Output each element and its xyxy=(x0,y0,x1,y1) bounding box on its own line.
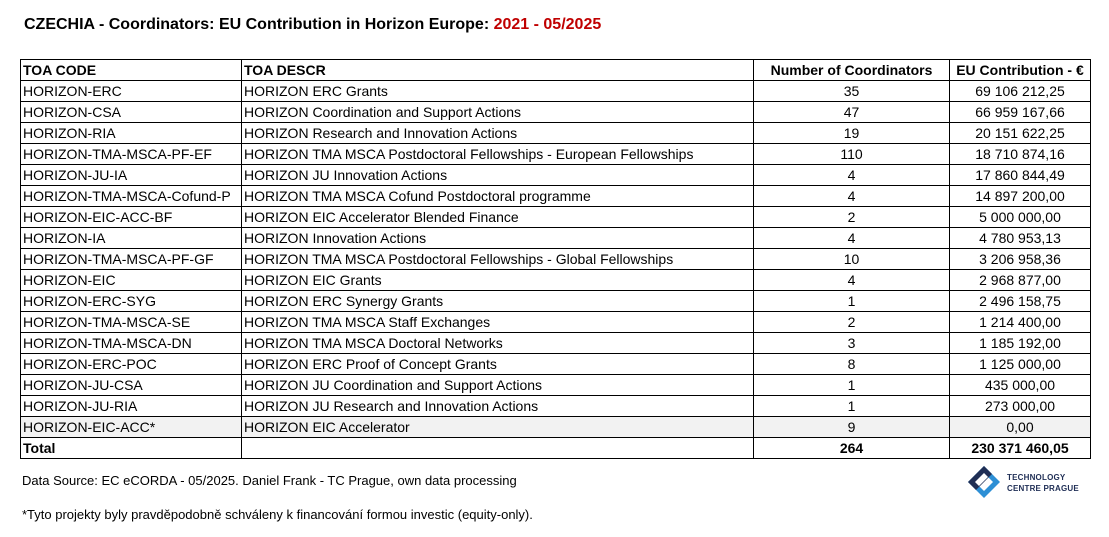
cell-eu-contribution: 5 000 000,00 xyxy=(950,207,1091,228)
cell-eu-contribution: 20 151 622,25 xyxy=(950,123,1091,144)
cell-eu-contribution: 435 000,00 xyxy=(950,375,1091,396)
cell-toa-code: HORIZON-EIC-ACC-BF xyxy=(21,207,242,228)
cell-toa-code: HORIZON-EIC-ACC* xyxy=(21,417,242,438)
cell-toa-descr: HORIZON Research and Innovation Actions xyxy=(242,123,754,144)
cell-number-of-coordinators: 9 xyxy=(754,417,950,438)
cell-toa-code: HORIZON-RIA xyxy=(21,123,242,144)
cell-eu-contribution: 2 496 158,75 xyxy=(950,291,1091,312)
cell-toa-code: HORIZON-JU-RIA xyxy=(21,396,242,417)
cell-number-of-coordinators: 1 xyxy=(754,291,950,312)
table-header-row xyxy=(21,60,1091,81)
table-row xyxy=(21,270,1091,291)
logo-line1: TECHNOLOGY xyxy=(1007,473,1066,482)
table-row xyxy=(21,417,1091,438)
cell-number-of-coordinators: 4 xyxy=(754,228,950,249)
data-source-text: Data Source: EC eCORDA - 05/2025. Daniel Frank - TC Prague, own data processing xyxy=(22,473,517,488)
cell-toa-code: HORIZON-TMA-MSCA-Cofund-P xyxy=(21,186,242,207)
cell-eu-contribution: 0,00 xyxy=(950,417,1091,438)
cell-number-of-coordinators: 35 xyxy=(754,81,950,102)
table-body xyxy=(21,81,1091,438)
cell-toa-code: HORIZON-TMA-MSCA-SE xyxy=(21,312,242,333)
table-row xyxy=(21,207,1091,228)
table-row xyxy=(21,249,1091,270)
cell-toa-descr: HORIZON ERC Proof of Concept Grants xyxy=(242,354,754,375)
header-toa-descr: TOA DESCR xyxy=(242,60,754,81)
table-row xyxy=(21,312,1091,333)
total-empty-cell xyxy=(242,438,754,459)
table-row xyxy=(21,228,1091,249)
logo-line2: CENTRE PRAGUE xyxy=(1007,484,1079,493)
tc-prague-logo xyxy=(966,464,1086,504)
cell-eu-contribution: 1 185 192,00 xyxy=(950,333,1091,354)
table-row xyxy=(21,123,1091,144)
table-row xyxy=(21,333,1091,354)
tc-prague-logo-icon xyxy=(966,464,1002,500)
title-main: CZECHIA - Coordinators: EU Contribution in Horizon Europe: xyxy=(24,16,494,33)
cell-toa-descr: HORIZON ERC Grants xyxy=(242,81,754,102)
cell-toa-descr: HORIZON TMA MSCA Postdoctoral Fellowships - European Fellowships xyxy=(242,144,754,165)
cell-toa-descr: HORIZON ERC Synergy Grants xyxy=(242,291,754,312)
cell-number-of-coordinators: 4 xyxy=(754,186,950,207)
table-row xyxy=(21,144,1091,165)
page-title xyxy=(24,16,601,34)
table-row xyxy=(21,102,1091,123)
cell-toa-code: HORIZON-JU-IA xyxy=(21,165,242,186)
cell-number-of-coordinators: 2 xyxy=(754,312,950,333)
cell-toa-descr: HORIZON JU Innovation Actions xyxy=(242,165,754,186)
cell-number-of-coordinators: 47 xyxy=(754,102,950,123)
cell-eu-contribution: 3 206 958,36 xyxy=(950,249,1091,270)
cell-toa-descr: HORIZON JU Research and Innovation Actions xyxy=(242,396,754,417)
cell-eu-contribution: 1 214 400,00 xyxy=(950,312,1091,333)
cell-toa-code: HORIZON-ERC-POC xyxy=(21,354,242,375)
table-row xyxy=(21,291,1091,312)
cell-toa-descr: HORIZON EIC Grants xyxy=(242,270,754,291)
total-label: Total xyxy=(21,438,242,459)
total-count: 264 xyxy=(754,438,950,459)
cell-toa-code: HORIZON-ERC-SYG xyxy=(21,291,242,312)
cell-number-of-coordinators: 110 xyxy=(754,144,950,165)
header-number-of-coordinators: Number of Coordinators xyxy=(754,60,950,81)
cell-eu-contribution: 4 780 953,13 xyxy=(950,228,1091,249)
cell-number-of-coordinators: 10 xyxy=(754,249,950,270)
cell-number-of-coordinators: 4 xyxy=(754,270,950,291)
cell-toa-descr: HORIZON Innovation Actions xyxy=(242,228,754,249)
cell-toa-code: HORIZON-TMA-MSCA-PF-GF xyxy=(21,249,242,270)
cell-number-of-coordinators: 3 xyxy=(754,333,950,354)
cell-eu-contribution: 17 860 844,49 xyxy=(950,165,1091,186)
table-total-row xyxy=(21,438,1091,459)
cell-toa-code: HORIZON-TMA-MSCA-DN xyxy=(21,333,242,354)
cell-number-of-coordinators: 19 xyxy=(754,123,950,144)
cell-number-of-coordinators: 2 xyxy=(754,207,950,228)
table-row xyxy=(21,375,1091,396)
footnote-text: *Tyto projekty byly pravděpodobně schváleny k financování formou investic (equity-only). xyxy=(22,507,533,522)
cell-number-of-coordinators: 8 xyxy=(754,354,950,375)
cell-toa-code: HORIZON-IA xyxy=(21,228,242,249)
cell-toa-descr: HORIZON TMA MSCA Staff Exchanges xyxy=(242,312,754,333)
header-toa-code: TOA CODE xyxy=(21,60,242,81)
cell-eu-contribution: 2 968 877,00 xyxy=(950,270,1091,291)
cell-toa-code: HORIZON-EIC xyxy=(21,270,242,291)
cell-toa-descr: HORIZON Coordination and Support Actions xyxy=(242,102,754,123)
cell-number-of-coordinators: 1 xyxy=(754,396,950,417)
table-row xyxy=(21,354,1091,375)
cell-toa-code: HORIZON-ERC xyxy=(21,81,242,102)
cell-toa-descr: HORIZON TMA MSCA Doctoral Networks xyxy=(242,333,754,354)
coordinators-table xyxy=(20,59,1091,459)
cell-toa-descr: HORIZON EIC Accelerator xyxy=(242,417,754,438)
total-eu: 230 371 460,05 xyxy=(950,438,1091,459)
cell-toa-descr: HORIZON TMA MSCA Postdoctoral Fellowships - Global Fellowships xyxy=(242,249,754,270)
cell-number-of-coordinators: 4 xyxy=(754,165,950,186)
header-eu-contribution: EU Contribution - € xyxy=(950,60,1091,81)
cell-eu-contribution: 69 106 212,25 xyxy=(950,81,1091,102)
cell-toa-code: HORIZON-CSA xyxy=(21,102,242,123)
cell-eu-contribution: 14 897 200,00 xyxy=(950,186,1091,207)
cell-toa-descr: HORIZON EIC Accelerator Blended Finance xyxy=(242,207,754,228)
table-row xyxy=(21,81,1091,102)
title-period: 2021 - 05/2025 xyxy=(493,16,602,33)
cell-eu-contribution: 18 710 874,16 xyxy=(950,144,1091,165)
cell-eu-contribution: 273 000,00 xyxy=(950,396,1091,417)
cell-toa-descr: HORIZON TMA MSCA Cofund Postdoctoral programme xyxy=(242,186,754,207)
table-row xyxy=(21,165,1091,186)
table-row xyxy=(21,396,1091,417)
cell-toa-code: HORIZON-TMA-MSCA-PF-EF xyxy=(21,144,242,165)
table-row xyxy=(21,186,1091,207)
cell-number-of-coordinators: 1 xyxy=(754,375,950,396)
cell-eu-contribution: 1 125 000,00 xyxy=(950,354,1091,375)
cell-toa-code: HORIZON-JU-CSA xyxy=(21,375,242,396)
cell-eu-contribution: 66 959 167,66 xyxy=(950,102,1091,123)
cell-toa-descr: HORIZON JU Coordination and Support Actions xyxy=(242,375,754,396)
